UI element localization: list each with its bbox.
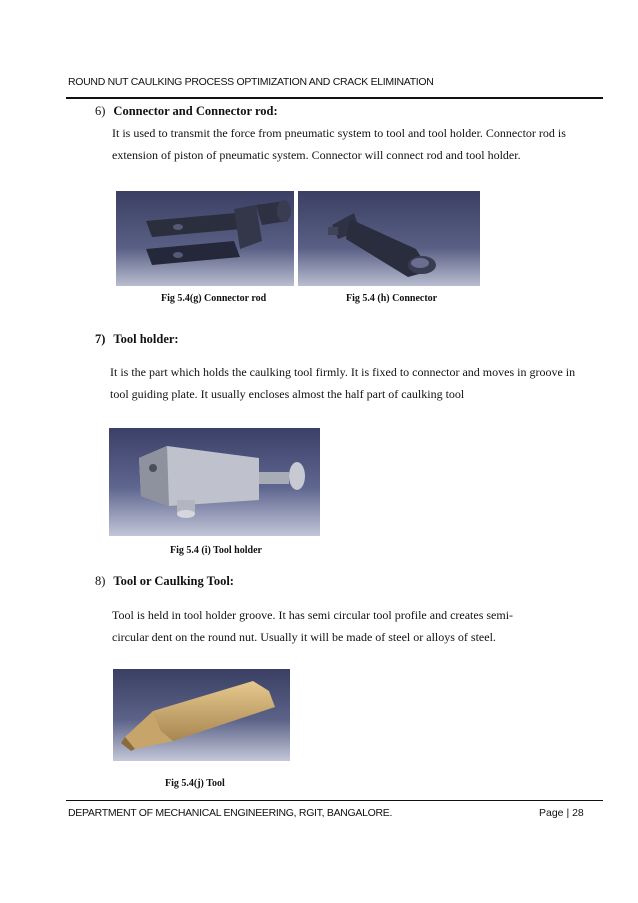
caption-connector-rod: Fig 5.4(g) Connector rod [161, 293, 267, 304]
section-7-title: Tool holder: [113, 332, 179, 346]
caption-connector: Fig 5.4 (h) Connector [346, 293, 438, 304]
section-6-paragraph: It is used to transmit the force from pneumatic system to tool and tool holder. Connector rod is extension of piston of pneumatic system. Connector will connect rod and tool holder. [112, 126, 566, 162]
section-6-heading [95, 104, 278, 119]
section-8-paragraph: Tool is held in tool holder groove. It has semi circular tool profile and creates semi-circular dent on the round nut. Usually it will be made of steel or alloys of steel. [112, 608, 514, 644]
footer-department: DEPARTMENT OF MECHANICAL ENGINEERING, RGIT, BANGALORE. [68, 807, 393, 819]
section-6-title: Connector and Connector rod: [113, 104, 278, 118]
page-header: ROUND NUT CAULKING PROCESS OPTIMIZATION AND CRACK ELIMINATION [68, 76, 434, 88]
connector-figure [298, 191, 480, 286]
section-8-title: Tool or Caulking Tool: [113, 574, 234, 588]
page-number: Page | 28 [539, 807, 584, 819]
section-7-paragraph: It is the part which holds the caulking tool firmly. It is fixed to connector and moves in groove in tool guiding plate. It usually encloses almost the half part of caulking tool [110, 365, 576, 401]
section-6-number: 6) [95, 104, 106, 118]
tool-holder-figure [109, 428, 320, 536]
section-7-number: 7) [95, 332, 106, 346]
caption-tool-holder: Fig 5.4 (i) Tool holder [170, 545, 262, 556]
caption-tool: Fig 5.4(j) Tool [165, 778, 225, 789]
footer-divider [66, 800, 603, 801]
section-8-heading [95, 574, 234, 589]
connector-rod-figure [116, 191, 294, 286]
header-divider [66, 97, 603, 99]
tool-figure [113, 669, 290, 761]
section-7-heading [95, 332, 179, 347]
section-8-number: 8) [95, 574, 106, 588]
